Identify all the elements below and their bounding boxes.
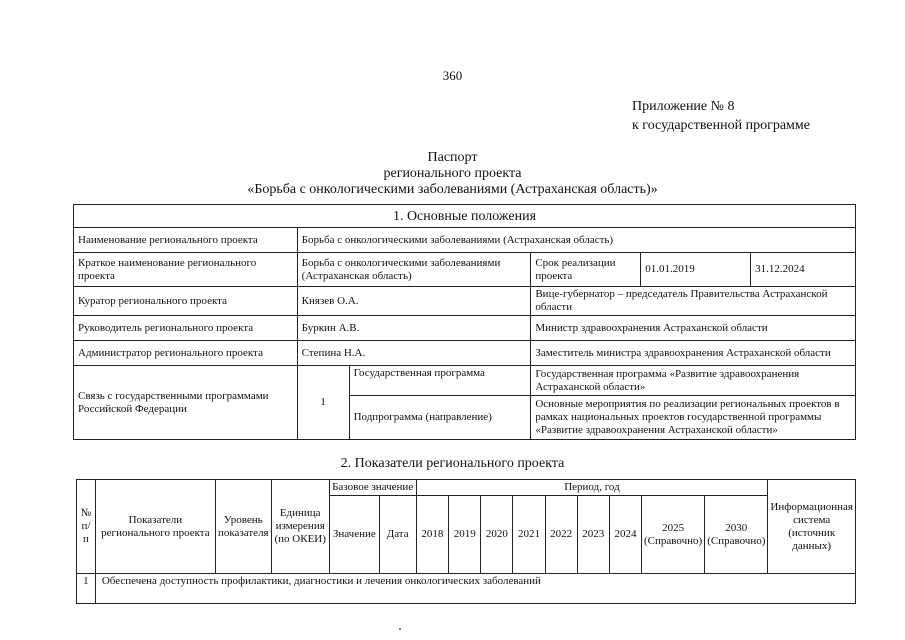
- curator-position: Вице-губернатор – председатель Правительства Астраханской области: [531, 287, 856, 316]
- col-unit: Единица измерения (по ОКЕИ): [271, 480, 329, 574]
- head-label: Руководитель регионального проекта: [74, 316, 298, 341]
- name-label: Наименование регионального проекта: [74, 228, 298, 253]
- table-row: [74, 228, 856, 253]
- program-link-number: 1: [297, 366, 349, 440]
- table-row: [74, 287, 856, 316]
- col-base: Базовое значение: [329, 480, 416, 496]
- col-year-2020: 2020: [481, 496, 513, 574]
- program-link-label: Связь с государственными программами Российской Федерации: [74, 366, 298, 440]
- admin-name: Степина Н.А.: [297, 341, 531, 366]
- table-row: [74, 253, 856, 287]
- document-title: [0, 150, 905, 198]
- col-year-2030: 2030 (Справочно): [705, 496, 768, 574]
- section-1-heading: 1. Основные положения: [74, 205, 856, 228]
- appendix-label: [632, 97, 810, 135]
- col-level: Уровень показателя: [215, 480, 271, 574]
- table-row: [77, 574, 856, 604]
- curator-label: Куратор регионального проекта: [74, 287, 298, 316]
- title-line-2: регионального проекта: [383, 166, 522, 181]
- section-2-heading: 2. Показатели регионального проекта: [340, 456, 565, 471]
- appendix-line-1: Приложение № 8: [632, 99, 735, 114]
- name-value: Борьба с онкологическими заболеваниями (Астраханская область): [297, 228, 855, 253]
- admin-position: Заместитель министра здравоохранения Астраханской области: [531, 341, 856, 366]
- table-row: [74, 341, 856, 366]
- row-num: 1: [77, 574, 96, 604]
- short-name-value: Борьба с онкологическими заболеваниями (Астраханская область): [297, 253, 531, 287]
- short-name-label: Краткое наименование регионального проекта: [74, 253, 298, 287]
- head-position: Министр здравоохранения Астраханской области: [531, 316, 856, 341]
- col-indicator: Показатели регионального проекта: [95, 480, 215, 574]
- curator-name: Князев О.А.: [297, 287, 531, 316]
- subprogram-label: Подпрограмма (направление): [349, 396, 531, 440]
- state-program-label: Государственная программа: [349, 366, 531, 396]
- col-period: Период, год: [416, 480, 768, 496]
- col-year-2023: 2023: [577, 496, 609, 574]
- col-date: Дата: [379, 496, 416, 574]
- table-row: [74, 316, 856, 341]
- col-year-2018: 2018: [416, 496, 449, 574]
- col-year-2024: 2024: [609, 496, 641, 574]
- subprogram-value: Основные мероприятия по реализации региональных проектов в рамках национальных проектов государственной программы «Развитие здравоохранения Астраханской области»: [531, 396, 856, 440]
- row-text: Обеспечена доступность профилактики, диагностики и лечения онкологических заболеваний: [95, 574, 855, 604]
- term-end: 31.12.2024: [751, 253, 856, 287]
- col-year-2025: 2025 (Справочно): [642, 496, 705, 574]
- page-number: 360: [442, 68, 463, 83]
- main-provisions-table: [73, 204, 856, 440]
- title-line-1: Паспорт: [427, 150, 478, 165]
- col-year-2021: 2021: [513, 496, 545, 574]
- head-name: Буркин А.В.: [297, 316, 531, 341]
- col-value: Значение: [329, 496, 379, 574]
- title-line-3: «Борьба с онкологическими заболеваниями (Астраханская область)»: [247, 182, 658, 197]
- table-row: [74, 366, 856, 396]
- col-num: № п/п: [77, 480, 96, 574]
- term-label: Срок реализации проекта: [531, 253, 641, 287]
- admin-label: Администратор регионального проекта: [74, 341, 298, 366]
- term-start: 01.01.2019: [641, 253, 751, 287]
- col-year-2019: 2019: [449, 496, 481, 574]
- appendix-line-2: к государственной программе: [632, 118, 810, 133]
- state-program-value: Государственная программа «Развитие здравоохранения Астраханской области»: [531, 366, 856, 396]
- scan-speck: [399, 628, 401, 630]
- col-year-2022: 2022: [545, 496, 577, 574]
- indicators-table: [76, 479, 856, 604]
- col-info-system: Информационная система (источник данных): [768, 480, 856, 574]
